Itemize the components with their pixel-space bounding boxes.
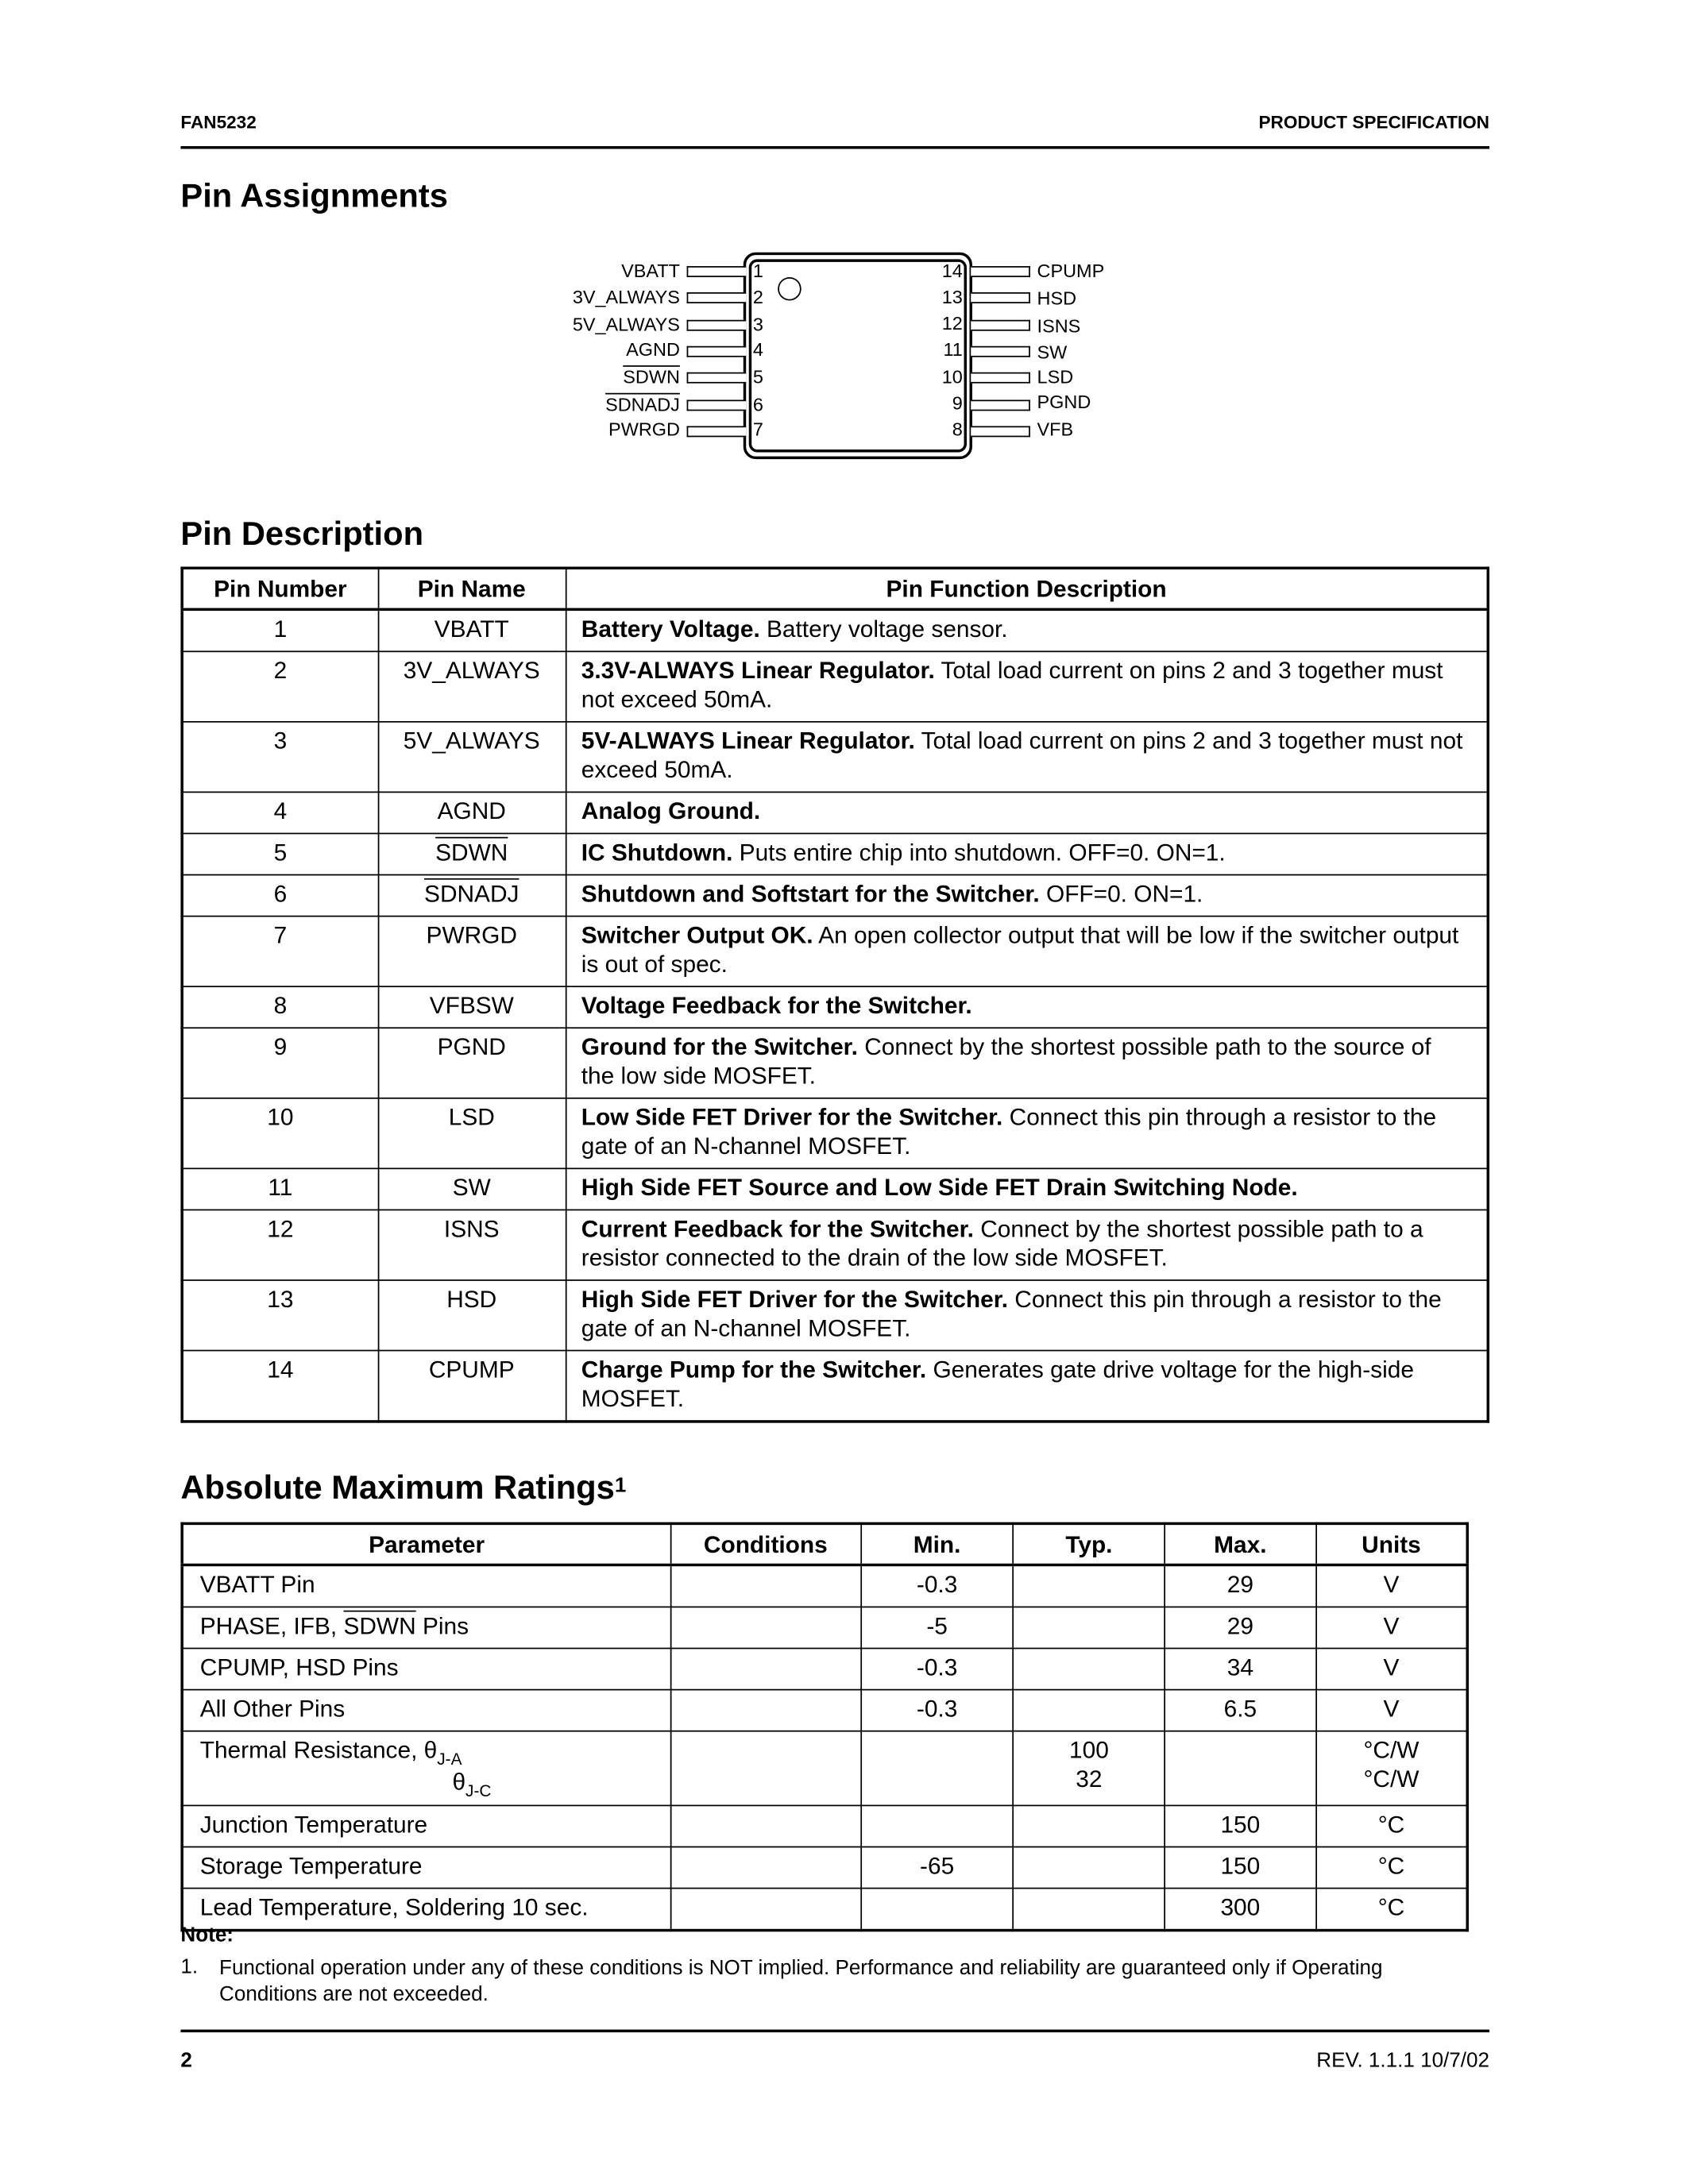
min-cell: -0.3: [861, 1690, 1014, 1731]
table-row: [182, 651, 1488, 722]
pin-number-cell: 12: [182, 1210, 378, 1280]
parameter-cell: [182, 1565, 670, 1607]
parameter-text: All Other Pins: [199, 1694, 346, 1723]
header-rule: [180, 146, 1489, 149]
footnote-marker: 1: [614, 1473, 627, 1498]
pin-description-cell: [566, 1168, 1488, 1210]
typ-cell: [1014, 1565, 1165, 1607]
min-cell: -65: [861, 1847, 1014, 1889]
pin-number-cell: 5: [182, 833, 378, 874]
abs-max-ratings-table: [180, 1522, 1469, 1932]
units-cell: °C: [1316, 1847, 1468, 1889]
description-text: Connect by the shortest possible path to the source of the low side MOSFET.: [581, 1032, 1431, 1090]
description-text: Total load current on pins 2 and 3 together must not exceed 50mA.: [581, 656, 1443, 713]
page-number: 2: [180, 2048, 192, 2073]
header-part-number: FAN5232: [180, 111, 257, 133]
pin-name-cell: [378, 833, 566, 874]
pin-lead-5: [687, 372, 747, 384]
max-cell: 150: [1165, 1805, 1315, 1846]
pin-name-cell: CPUMP: [378, 1351, 566, 1422]
min-cell: -5: [861, 1607, 1014, 1648]
conditions-cell: [670, 1805, 860, 1846]
note-item-number: 1.: [180, 1954, 199, 1979]
pin-name-cell: ISNS: [378, 1210, 566, 1280]
pin-name-cell: HSD: [378, 1280, 566, 1351]
pin-name-cell: AGND: [378, 792, 566, 833]
conditions-cell: [670, 1847, 860, 1889]
description-lead: Charge Pump for the Switcher.: [581, 1355, 927, 1383]
table-row: [182, 609, 1488, 651]
column-header-typ: Typ.: [1014, 1523, 1165, 1565]
pin-number-cell: 2: [182, 651, 378, 722]
theta-subscript-jc: J-C: [465, 1781, 492, 1801]
max-cell: 150: [1165, 1847, 1315, 1889]
pin-number-6: 6: [752, 394, 763, 415]
parameter-text: CPUMP, HSD Pins: [199, 1653, 399, 1681]
typ-cell: [1014, 1847, 1165, 1889]
pin-description-cell: [566, 833, 1488, 874]
conditions-cell: [670, 1607, 860, 1648]
table-row: [182, 1690, 1467, 1731]
pin-description-cell: [566, 1098, 1488, 1169]
max-cell: 34: [1165, 1649, 1315, 1690]
pin-description-cell: [566, 1280, 1488, 1351]
pin-number-cell: 14: [182, 1351, 378, 1422]
pin-description-cell: [566, 1210, 1488, 1280]
pin-label-4: AGND: [626, 339, 680, 361]
column-header-units: Units: [1316, 1523, 1468, 1565]
description-text: Battery voltage sensor.: [759, 615, 1008, 643]
pin-lead-6: [687, 399, 747, 411]
description-text: Generates gate drive voltage for the high-side MOSFET.: [581, 1355, 1414, 1412]
column-header-pin-name: Pin Name: [378, 568, 566, 609]
typ-value-jc: 32: [1076, 1765, 1103, 1792]
conditions-cell: [670, 1690, 860, 1731]
pin-number-cell: 6: [182, 875, 378, 916]
max-cell: 29: [1165, 1607, 1315, 1648]
pin-lead-4: [687, 346, 747, 357]
abs-max-ratings-title: [180, 1470, 626, 1509]
description-text: Connect by the shortest possible path to a resistor connected to the drain of the low side MOSFET.: [581, 1214, 1423, 1271]
pin-lead-9: [971, 399, 1030, 411]
footer-rule: [180, 2030, 1489, 2032]
description-text: An open collector output that will be low if the switcher output is out of spec.: [581, 920, 1459, 978]
pin-number-cell: 4: [182, 792, 378, 833]
pin-number-1: 1: [752, 260, 763, 282]
units-cell: °C: [1316, 1805, 1468, 1846]
table-row-thermal-resistance: [182, 1731, 1467, 1806]
units-cell: V: [1316, 1565, 1468, 1607]
parameter-cell: [182, 1731, 670, 1806]
pin-lead-7: [687, 426, 747, 437]
pin-number-5: 5: [752, 366, 763, 388]
pin-name-cell: VBATT: [378, 609, 566, 651]
pin-label-8: VFB: [1037, 419, 1074, 440]
description-lead: Low Side FET Driver for the Switcher.: [581, 1102, 1003, 1131]
table-row: [182, 1210, 1488, 1280]
pin-number-12: 12: [941, 313, 963, 334]
conditions-cell: [670, 1649, 860, 1690]
parameter-cell: [182, 1649, 670, 1690]
pin-label-3: 5V_ALWAYS: [572, 314, 680, 335]
min-cell: [861, 1731, 1014, 1806]
column-header-min: Min.: [861, 1523, 1014, 1565]
column-header-conditions: Conditions: [670, 1523, 860, 1565]
pin-name-cell: 5V_ALWAYS: [378, 722, 566, 793]
header-doc-type: PRODUCT SPECIFICATION: [1258, 111, 1489, 133]
pin-number-13: 13: [941, 287, 963, 308]
pin-lead-2: [687, 292, 747, 303]
pin-name-overlined: SDNADJ: [424, 879, 520, 908]
pin-description-cell: [566, 609, 1488, 651]
description-text: Connect this pin through a resistor to the gate of an N-channel MOSFET.: [581, 1102, 1437, 1160]
theta-subscript-ja: J-A: [437, 1750, 462, 1769]
pin-lead-12: [971, 320, 1030, 331]
pin-label-13: HSD: [1037, 287, 1077, 309]
pin-description-table: [180, 567, 1489, 1423]
table-header-row: [182, 1523, 1467, 1565]
table-row: [182, 875, 1488, 916]
abs-max-ratings-title-text: Absolute Maximum Ratings: [180, 1469, 615, 1507]
max-cell: 29: [1165, 1565, 1315, 1607]
description-lead: High Side FET Driver for the Switcher.: [581, 1285, 1008, 1313]
table-row: [182, 1607, 1467, 1648]
description-lead: IC Shutdown.: [581, 838, 733, 866]
table-row: [182, 1351, 1488, 1422]
table-row: [182, 916, 1488, 987]
pin-label-10: LSD: [1037, 366, 1074, 388]
units-cell: [1316, 1731, 1468, 1806]
max-cell: [1165, 1731, 1315, 1806]
description-lead: Analog Ground.: [581, 797, 761, 825]
parameter-text: Thermal Resistance,: [199, 1735, 424, 1764]
table-row: [182, 833, 1488, 874]
typ-cell: [1014, 1649, 1165, 1690]
min-cell: [861, 1805, 1014, 1846]
description-text: Connect this pin through a resistor to the gate of an N-channel MOSFET.: [581, 1285, 1442, 1342]
table-row: [182, 1168, 1488, 1210]
units-cell: V: [1316, 1690, 1468, 1731]
pin-number-cell: 13: [182, 1280, 378, 1351]
pin-number-2: 2: [752, 287, 763, 308]
table-row: [182, 1028, 1488, 1098]
typ-value-ja: 100: [1069, 1735, 1109, 1764]
pin-name-cell: 3V_ALWAYS: [378, 651, 566, 722]
parameter-text: VBATT Pin: [199, 1570, 315, 1599]
units-jc: °C/W: [1363, 1765, 1420, 1792]
table-row: [182, 1565, 1467, 1607]
pin-number-cell: 3: [182, 722, 378, 793]
pin-number-cell: 8: [182, 986, 378, 1028]
parameter-cell: [182, 1690, 670, 1731]
pin-name-cell: SW: [378, 1168, 566, 1210]
description-lead: Switcher Output OK.: [581, 920, 813, 949]
pin-number-cell: 9: [182, 1028, 378, 1098]
min-cell: -0.3: [861, 1649, 1014, 1690]
pin-number-4: 4: [752, 339, 763, 361]
pin-name-overlined: SDWN: [435, 838, 508, 866]
description-lead: Ground for the Switcher.: [581, 1032, 858, 1061]
typ-cell: [1014, 1731, 1165, 1806]
description-lead: Current Feedback for the Switcher.: [581, 1214, 974, 1243]
pin-number-cell: 11: [182, 1168, 378, 1210]
pin-lead-14: [971, 266, 1030, 277]
pin-description-cell: [566, 916, 1488, 987]
conditions-cell: [670, 1889, 860, 1931]
pin-description-cell: [566, 722, 1488, 793]
pin-description-cell: [566, 792, 1488, 833]
pin-number-8: 8: [952, 419, 963, 440]
table-row: [182, 722, 1488, 793]
description-lead: Voltage Feedback for the Switcher.: [581, 991, 972, 1019]
typ-cell: [1014, 1805, 1165, 1846]
pin-name-cell: PGND: [378, 1028, 566, 1098]
pin-description-cell: [566, 1351, 1488, 1422]
pin-number-11: 11: [943, 339, 963, 361]
pin-label-2: 3V_ALWAYS: [572, 287, 680, 308]
units-cell: V: [1316, 1649, 1468, 1690]
parameter-overlined: SDWN: [343, 1611, 416, 1640]
ic-pinout-diagram: [551, 248, 1130, 469]
pin-description-cell: [566, 986, 1488, 1028]
pin-description-cell: [566, 875, 1488, 916]
pin-number-14: 14: [941, 260, 963, 282]
table-row: [182, 1649, 1467, 1690]
pin-label-7: PWRGD: [608, 419, 680, 440]
conditions-cell: [670, 1731, 860, 1806]
parameter-cell: Junction Temperature: [182, 1805, 670, 1846]
pin-label-14: CPUMP: [1037, 260, 1105, 282]
pin-description-cell: [566, 1028, 1488, 1098]
description-text: OFF=0. ON=1.: [1039, 879, 1203, 908]
pin-label-11: SW: [1037, 341, 1068, 363]
pin-label-9: PGND: [1037, 392, 1091, 413]
column-header-description: Pin Function Description: [566, 568, 1488, 609]
table-row: [182, 1098, 1488, 1169]
description-lead: 5V-ALWAYS Linear Regulator.: [581, 726, 915, 754]
pin-label-5: SDWN: [623, 366, 680, 388]
table-row: [182, 1805, 1467, 1846]
parameter-cell: Storage Temperature: [182, 1847, 670, 1889]
typ-cell: [1014, 1607, 1165, 1648]
conditions-cell: [670, 1565, 860, 1607]
column-header-pin-number: Pin Number: [182, 568, 378, 609]
theta-symbol: θ: [423, 1735, 438, 1764]
pin-name-cell: VFBSW: [378, 986, 566, 1028]
column-header-parameter: Parameter: [182, 1523, 670, 1565]
description-lead: Battery Voltage.: [581, 615, 760, 643]
table-row: [182, 986, 1488, 1028]
parameter-cell: Lead Temperature, Soldering 10 sec.: [182, 1889, 670, 1931]
theta-symbol: θ: [452, 1767, 466, 1796]
pin-lead-11: [971, 346, 1030, 357]
pin-lead-10: [971, 372, 1030, 384]
pin-description-cell: [566, 651, 1488, 722]
note-label: Note:: [180, 1923, 234, 1947]
typ-cell: [1014, 1889, 1165, 1931]
units-cell: °C: [1316, 1889, 1468, 1931]
pin-label-6: SDNADJ: [605, 394, 680, 415]
description-lead: Shutdown and Softstart for the Switcher.: [581, 879, 1040, 908]
pin1-marker-icon: [778, 277, 802, 301]
units-cell: V: [1316, 1607, 1468, 1648]
min-cell: -0.3: [861, 1565, 1014, 1607]
units-ja: °C/W: [1363, 1735, 1420, 1764]
min-cell: [861, 1889, 1014, 1931]
description-lead: 3.3V-ALWAYS Linear Regulator.: [581, 656, 935, 685]
pin-lead-3: [687, 320, 747, 331]
table-row: [182, 1280, 1488, 1351]
table-header-row: [182, 568, 1488, 609]
description-lead: High Side FET Source and Low Side FET Drain Switching Node.: [581, 1173, 1298, 1202]
pin-name-cell: LSD: [378, 1098, 566, 1169]
max-cell: 300: [1165, 1889, 1315, 1931]
pin-name-cell: PWRGD: [378, 916, 566, 987]
note-item-text: Functional operation under any of these conditions is NOT implied. Performance and reliability are guaranteed only if Operating Conditions are not exceeded.: [219, 1956, 1383, 2007]
description-text: Puts entire chip into shutdown. OFF=0. ON=1.: [732, 838, 1226, 866]
pin-assignments-title: Pin Assignments: [180, 177, 448, 215]
parameter-text: PHASE, IFB,: [199, 1611, 344, 1640]
pin-description-title: Pin Description: [180, 515, 424, 554]
pin-label-1: VBATT: [621, 260, 680, 282]
typ-cell: [1014, 1690, 1165, 1731]
pin-number-cell: 1: [182, 609, 378, 651]
description-text: Total load current on pins 2 and 3 together must not exceed 50mA.: [581, 726, 1463, 784]
table-row: [182, 792, 1488, 833]
table-row: [182, 1889, 1467, 1931]
pin-lead-8: [971, 426, 1030, 437]
pin-number-3: 3: [752, 314, 763, 335]
parameter-cell: [182, 1607, 670, 1648]
pin-number-cell: 10: [182, 1098, 378, 1169]
pin-number-9: 9: [952, 392, 963, 414]
pin-number-cell: 7: [182, 916, 378, 987]
table-row: [182, 1847, 1467, 1889]
pin-label-12: ISNS: [1037, 315, 1081, 337]
revision-label: REV. 1.1.1 10/7/02: [1316, 2048, 1489, 2073]
max-cell: 6.5: [1165, 1690, 1315, 1731]
pin-lead-1: [687, 266, 747, 277]
parameter-text-suffix: Pins: [415, 1611, 469, 1640]
pin-name-cell: [378, 875, 566, 916]
pin-number-7: 7: [752, 419, 763, 440]
pin-lead-13: [971, 292, 1030, 303]
pin-number-10: 10: [941, 366, 963, 388]
column-header-max: Max.: [1165, 1523, 1315, 1565]
